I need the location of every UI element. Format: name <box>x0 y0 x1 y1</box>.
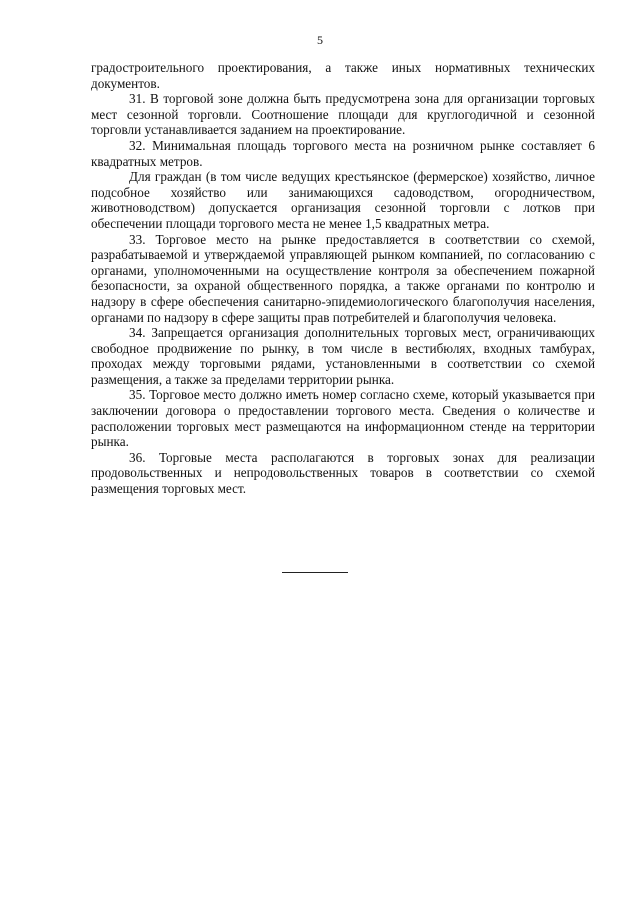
document-body <box>91 60 595 497</box>
paragraph-33: 33. Торговое место на рынке предоставляется в соответствии со схемой, разрабатываемой и утверждаемой управляющей рынком компанией, по согласованию с органами, уполномоченными на осуществление контроля за обеспечением пожарной безопасности, за охраной общественного порядка, а также органами по контролю и надзору в сфере обеспечения санитарно-эпидемиологического благополучия населения, органами по надзору в сфере защиты прав потребителей и благополучия человека. <box>91 231 595 325</box>
paragraph-continuation: градостроительного проектирования, а также иных нормативных технических документов. <box>91 60 595 91</box>
paragraph-32-citizens: Для граждан (в том числе ведущих крестьянское (фермерское) хозяйство, личное подсобное хозяйство или занимающихся садоводством, огородничеством, животноводством) допускается организация сезонной торговли с лотков при обеспечении площади торгового места не менее 1,5 квадратных метра. <box>91 169 595 231</box>
paragraph-34: 34. Запрещается организация дополнительных торговых мест, ограничивающих свободное продвижение по рынку, в том числе в вестибюлях, входных тамбурах, проходах между торговыми рядами, установленными в соответствии со схемой размещения, а также за пределами территории рынка. <box>91 325 595 387</box>
end-divider-line <box>282 572 348 573</box>
paragraph-36: 36. Торговые места располагаются в торговых зонах для реализации продовольственных и непродовольственных товаров в соответствии со схемой размещения торговых мест. <box>91 449 595 497</box>
page-number: 5 <box>317 33 323 47</box>
paragraph-32: 32. Минимальная площадь торгового места на розничном рынке составляет 6 квадратных метров. <box>91 137 595 169</box>
paragraph-35: 35. Торговое место должно иметь номер согласно схеме, который указывается при заключении договора о предоставлении торгового места. Сведения о количестве и расположении торговых мест размещаются на информационном стенде на территории рынка. <box>91 387 595 450</box>
paragraph-31: 31. В торговой зоне должна быть предусмотрена зона для организации торговых мест сезонной торговли. Соотношение площади для круглогодичной и сезонной торговли устанавливается заданием на проектирование. <box>91 91 595 138</box>
